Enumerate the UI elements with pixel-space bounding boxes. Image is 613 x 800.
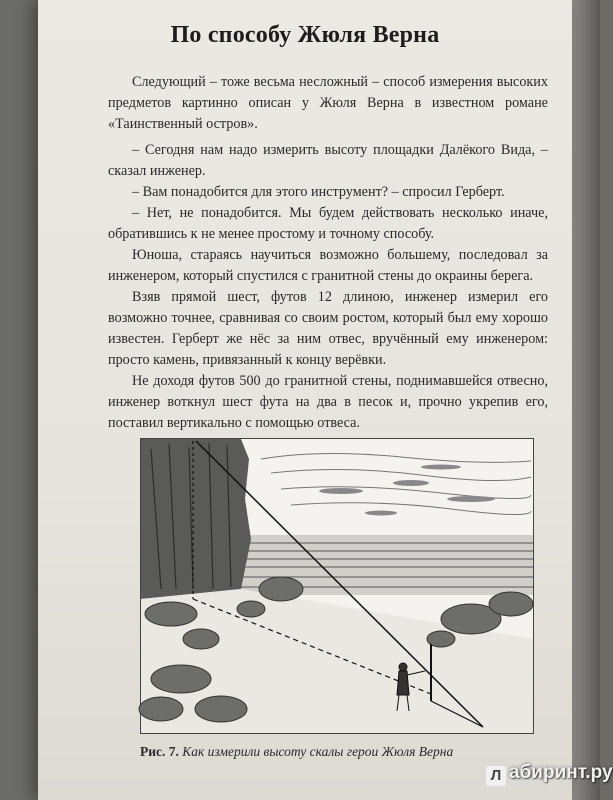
intro-paragraph-block bbox=[108, 72, 548, 135]
watermark-text: абиринт.ру bbox=[509, 762, 613, 783]
figure-caption-text: Как измерили высоту скалы герои Жюля Верна bbox=[182, 744, 454, 759]
paragraph-dialog-3: – Нет, не понадобится. Мы будем действовать несколько иначе, обратившись к не менее простому и точному способу. bbox=[108, 205, 548, 242]
dialog-block bbox=[108, 140, 548, 434]
granite-cliff bbox=[141, 439, 251, 599]
page-title: По способу Жюля Верна bbox=[170, 22, 440, 48]
cliff-measurement-drawing bbox=[141, 439, 533, 733]
paragraph-narration-1: Юноша, стараясь научиться возможно большему, последовал за инженером, который спустился с гранитной стены до окраины берега. bbox=[108, 247, 548, 284]
paragraph-dialog-2: – Вам понадобится для этого инструмент? – спросил Герберт. bbox=[132, 184, 505, 200]
figure-caption bbox=[140, 744, 550, 760]
paragraph-narration-3: Не доходя футов 500 до гранитной стены, поднимавшейся отвесно, инженер воткнул шест фута на два в песок и, прочно укрепив его, поставил вертикально с помощью отвеса. bbox=[108, 373, 548, 431]
labirint-logo-icon: Л bbox=[486, 766, 506, 786]
paragraph-dialog-1: – Сегодня нам надо измерить высоту площадки Далёкого Вида, – сказал инженер. bbox=[108, 142, 548, 179]
paragraph-narration-2: Взяв прямой шест, футов 12 длиною, инженер измерил его возможно точнее, сравнивая со своим ростом, который был ему хорошо известен. Герберт же нёс за ним отвес, вручённый ему инженером: просто камень, привязанный к концу верёвки. bbox=[108, 289, 548, 368]
figure-illustration bbox=[140, 438, 534, 734]
labirint-watermark bbox=[486, 762, 613, 786]
paragraph-intro: Следующий – тоже весьма несложный – способ измерения высоких предметов картинно описан у Жюля Верна в известном романе «Таинственный остров». bbox=[108, 74, 548, 132]
figure-number: Рис. 7. bbox=[140, 744, 179, 759]
book-page bbox=[38, 0, 613, 800]
